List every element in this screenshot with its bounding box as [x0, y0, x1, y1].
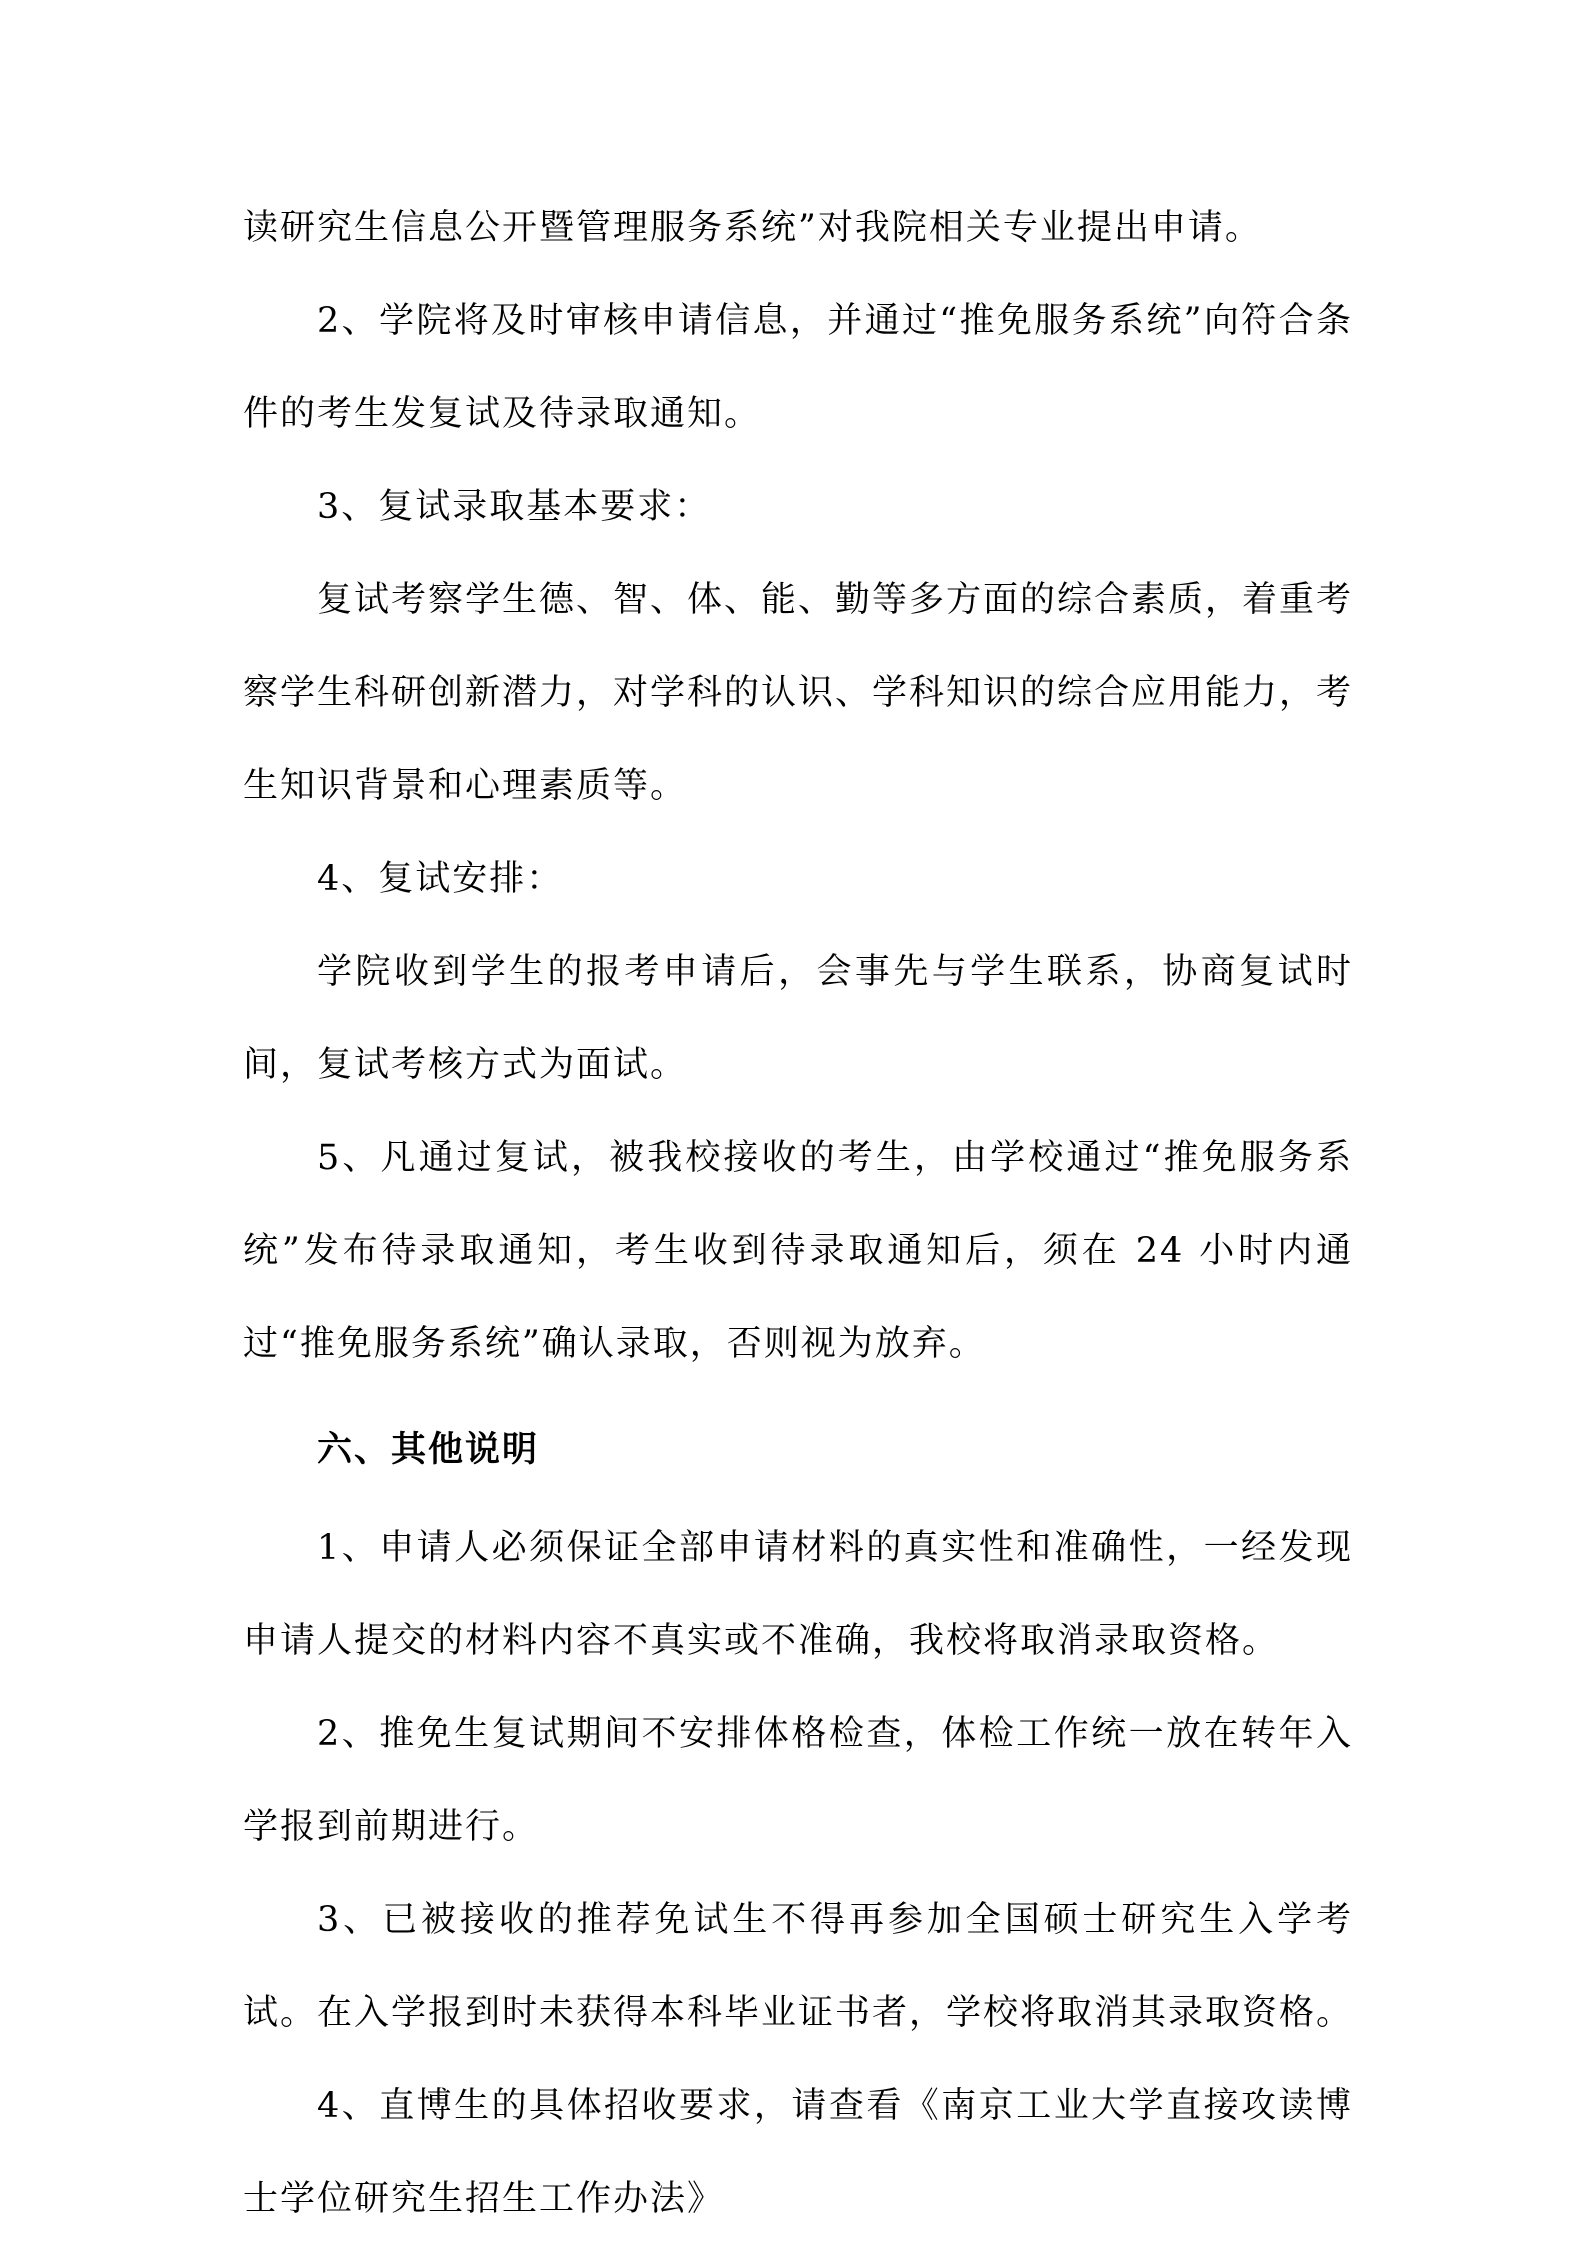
- paragraph-item-5: 5、凡通过复试，被我校接收的考生，由学校通过“推免服务系统”发布待录取通知，考生收到待录取通知后，须在 24 小时内通过“推免服务系统”确认录取，否则视为放弃。: [243, 1138, 1353, 1364]
- section-heading: 六、其他说明: [317, 1429, 540, 1470]
- paragraph-item-3: 3、复试录取基本要求：: [317, 487, 712, 527]
- other-item-1: 1、申请人必须保证全部申请材料的真实性和准确性，一经发现申请人提交的材料内容不真实或不准确，我校将取消录取资格。: [243, 1528, 1353, 1661]
- other-item-2: 2、推免生复试期间不安排体格检查，体检工作统一放在转年入学报到前期进行。: [243, 1714, 1353, 1847]
- paragraph-retest-requirements: 复试考察学生德、智、体、能、勤等多方面的综合素质，着重考察学生科研创新潜力，对学科的认识、学科知识的综合应用能力，考生知识背景和心理素质等。: [243, 580, 1354, 806]
- paragraph-item-4: 4、复试安排：: [317, 859, 564, 899]
- document-body: [243, 182, 1353, 2246]
- paragraph-retest-arrangement: 学院收到学生的报考申请后，会事先与学生联系，协商复试时间，复试考核方式为面试。: [243, 952, 1353, 1085]
- other-item-4: 4、直博生的具体招收要求，请查看《南京工业大学直接攻读博士学位研究生招生工作办法》: [243, 2086, 1353, 2219]
- paragraph-item-2: 2、学院将及时审核申请信息，并通过“推免服务系统”向符合条件的考生发复试及待录取通知。: [243, 301, 1353, 434]
- continued-paragraph: 读研究生信息公开暨管理服务系统”对我院相关专业提出申请。: [243, 208, 1262, 248]
- other-item-3: 3、已被接收的推荐免试生不得再参加全国硕士研究生入学考试。在入学报到时未获得本科毕业证书者，学校将取消其录取资格。: [243, 1900, 1354, 2033]
